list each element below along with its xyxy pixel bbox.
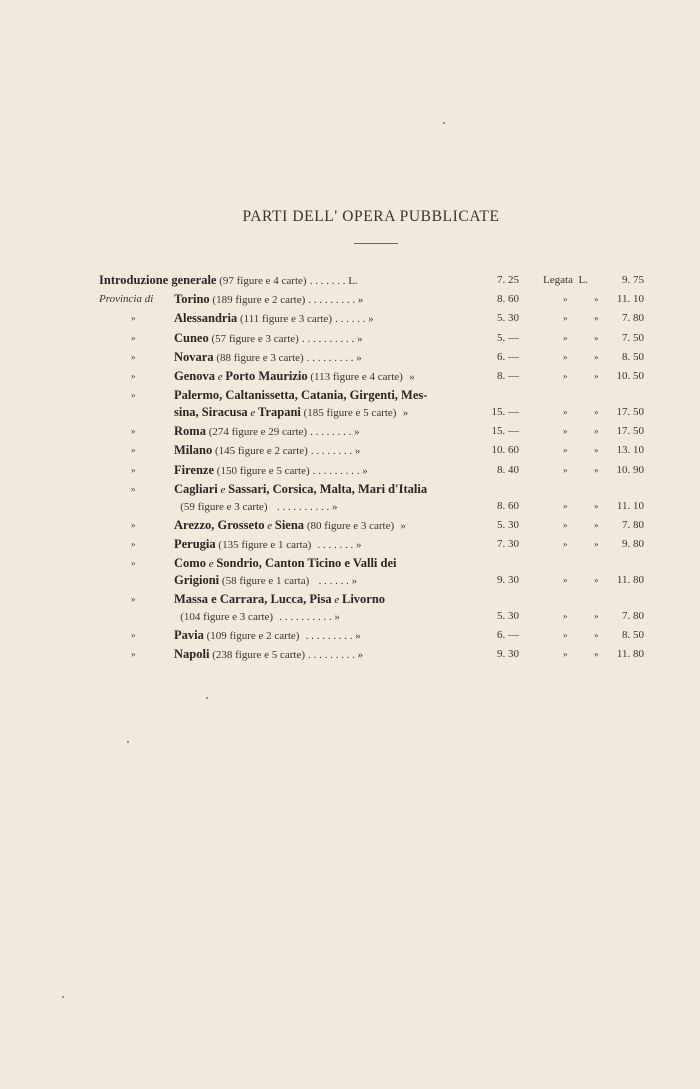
price: 5. —: [497, 331, 519, 344]
list-item-pavia: [0, 627, 700, 646]
ditto-mark: »: [563, 351, 568, 362]
entry-label: Firenze (150 figure e 5 carte) . . . . . . . . . »: [174, 462, 368, 477]
price: 8. 60: [497, 293, 519, 306]
bound-price: 11. 10: [616, 499, 644, 512]
list-item-napoli: [0, 646, 700, 665]
entry-label-line2: (104 figure e 3 carte) . . . . . . . . . . »: [180, 611, 340, 624]
ditto-mark: »: [563, 426, 568, 437]
bound-price: 9. 80: [622, 537, 644, 550]
ditto-mark: »: [563, 370, 568, 381]
ditto-mark: »: [594, 445, 599, 456]
ditto-mark: »: [131, 370, 136, 381]
ditto-mark: »: [563, 313, 568, 324]
price: 10. 60: [491, 444, 519, 457]
ditto-mark: »: [563, 464, 568, 475]
price: 7. 30: [497, 537, 519, 550]
ditto-mark: »: [594, 464, 599, 475]
ditto-mark: »: [131, 332, 136, 343]
ditto-mark: »: [594, 649, 599, 660]
bound-price: 8. 50: [622, 350, 644, 363]
list-item-massa: [0, 591, 700, 627]
list-item-introduzione: [0, 272, 700, 291]
paper-speck: [206, 697, 208, 699]
entry-label: Napoli (238 figure e 5 carte) . . . . . . . . . »: [174, 647, 364, 662]
ditto-mark: »: [594, 611, 599, 622]
ditto-mark: »: [131, 390, 136, 401]
bound-price: 7. 80: [622, 312, 644, 325]
entry-label-line1: Massa e Carrara, Lucca, Pisa e Livorno: [174, 592, 386, 607]
bound-price: 17. 50: [616, 406, 644, 419]
entry-label: Cuneo (57 figure e 3 carte) . . . . . . . . . . »: [174, 330, 363, 345]
bound-price: 8. 50: [622, 629, 644, 642]
list-item-torino: [0, 291, 700, 310]
entry-label: Arezzo, Grosseto e Siena (80 figure e 3 carte) »: [174, 517, 406, 532]
provincia-label: Provincia di: [99, 293, 154, 306]
bound-price: 11. 80: [616, 574, 644, 587]
list-item-milano: [0, 442, 700, 461]
list-item-perugia: [0, 536, 700, 555]
ditto-mark: »: [563, 332, 568, 343]
bound-price: 11. 10: [616, 293, 644, 306]
bound-price: 13. 10: [616, 444, 644, 457]
entry-label-line2: Grigioni (58 figure e 1 carta) . . . . . . »: [174, 573, 358, 588]
entry-label-line2: sina, Siracusa e Trapani (185 figure e 5 carte) »: [174, 405, 409, 420]
ditto-mark: »: [594, 519, 599, 530]
ditto-mark: »: [594, 407, 599, 418]
price: 8. —: [497, 369, 519, 382]
price: 6. —: [497, 629, 519, 642]
list-item-novara: [0, 349, 700, 368]
list-item-arezzo: [0, 517, 700, 536]
entry-label-line2: (59 figure e 3 carte) . . . . . . . . . . »: [180, 500, 338, 513]
ditto-mark: »: [594, 351, 599, 362]
bound-price: 10. 50: [616, 369, 644, 382]
entry-label: Introduzione generale (97 figure e 4 carte) . . . . . . . L.: [99, 273, 358, 287]
entry-label: Pavia (109 figure e 2 carte) . . . . . . . . . »: [174, 628, 361, 643]
ditto-mark: »: [594, 294, 599, 305]
paper-speck: [62, 996, 64, 998]
ditto-mark: »: [131, 649, 136, 660]
entry-label: Novara (88 figure e 3 carte) . . . . . . . . . »: [174, 349, 362, 364]
list-item-cuneo: [0, 330, 700, 349]
price: 9. 30: [497, 648, 519, 661]
title-rule: [354, 243, 398, 244]
ditto-mark: »: [563, 500, 568, 511]
list-item-firenze: [0, 462, 700, 481]
entry-label: Genova e Porto Maurizio (113 figure e 4 carte) »: [174, 368, 415, 383]
price: 15. —: [491, 425, 519, 438]
price: 6. —: [497, 350, 519, 363]
ditto-mark: »: [563, 611, 568, 622]
bound-price: 9. 75: [622, 274, 644, 286]
price: 5. 30: [497, 518, 519, 531]
price: 7. 25: [497, 274, 519, 286]
price-list: [0, 272, 700, 665]
ditto-mark: »: [563, 519, 568, 530]
ditto-mark: »: [131, 313, 136, 324]
ditto-mark: »: [563, 407, 568, 418]
entry-label: Alessandria (111 figure e 3 carte) . . . . . . »: [174, 311, 374, 326]
price: 5. 30: [497, 610, 519, 623]
ditto-mark: »: [131, 351, 136, 362]
ditto-mark: »: [594, 538, 599, 549]
entry-label-line1: Cagliari e Sassari, Corsica, Malta, Mari d'Italia: [174, 481, 428, 496]
paper-speck: [127, 741, 129, 743]
entry-label: Roma (274 figure e 29 carte) . . . . . . . . »: [174, 424, 360, 439]
bound-price: 17. 50: [616, 425, 644, 438]
price: 8. 60: [497, 499, 519, 512]
ditto-mark: »: [131, 630, 136, 641]
ditto-mark: »: [563, 445, 568, 456]
ditto-mark: »: [563, 630, 568, 641]
entry-label: Torino (189 figure e 2 carte) . . . . . . . . . »: [174, 292, 364, 307]
list-item-alessandria: [0, 310, 700, 329]
ditto-mark: »: [594, 630, 599, 641]
price: 9. 30: [497, 574, 519, 587]
page-title: PARTI DELL' OPERA PUBBLICATE: [242, 208, 500, 225]
list-item-palermo: [0, 387, 700, 423]
legata-label: Legata L.: [543, 274, 588, 286]
bound-price: 7. 80: [622, 610, 644, 623]
list-item-genova: [0, 368, 700, 387]
bound-price: 7. 50: [622, 331, 644, 344]
ditto-mark: »: [131, 594, 136, 605]
price: 15. —: [491, 406, 519, 419]
ditto-mark: »: [131, 464, 136, 475]
list-item-roma: [0, 423, 700, 442]
ditto-mark: »: [594, 370, 599, 381]
ditto-mark: »: [563, 649, 568, 660]
ditto-mark: »: [594, 575, 599, 586]
list-item-como: [0, 555, 700, 591]
ditto-mark: »: [563, 294, 568, 305]
paper-speck: [443, 122, 445, 124]
bound-price: 11. 80: [616, 648, 644, 661]
entry-label: Milano (145 figure e 2 carte) . . . . . . . . »: [174, 443, 361, 458]
ditto-mark: »: [563, 575, 568, 586]
list-item-cagliari: [0, 481, 700, 517]
entry-label-line1: Palermo, Caltanissetta, Catania, Girgenti, Mes-: [174, 388, 428, 403]
ditto-mark: »: [594, 313, 599, 324]
entry-label-line1: Como e Sondrio, Canton Ticino e Valli dei: [174, 556, 397, 571]
entry-label: Perugia (135 figure e 1 carta) . . . . . . . »: [174, 536, 362, 551]
ditto-mark: »: [131, 519, 136, 530]
ditto-mark: »: [131, 426, 136, 437]
price: 8. 40: [497, 463, 519, 476]
bound-price: 10. 90: [616, 463, 644, 476]
ditto-mark: »: [131, 538, 136, 549]
ditto-mark: »: [131, 483, 136, 494]
ditto-mark: »: [131, 558, 136, 569]
bound-price: 7. 80: [622, 518, 644, 531]
ditto-mark: »: [131, 445, 136, 456]
ditto-mark: »: [594, 426, 599, 437]
price: 5. 30: [497, 312, 519, 325]
ditto-mark: »: [563, 538, 568, 549]
ditto-mark: »: [594, 332, 599, 343]
ditto-mark: »: [594, 500, 599, 511]
